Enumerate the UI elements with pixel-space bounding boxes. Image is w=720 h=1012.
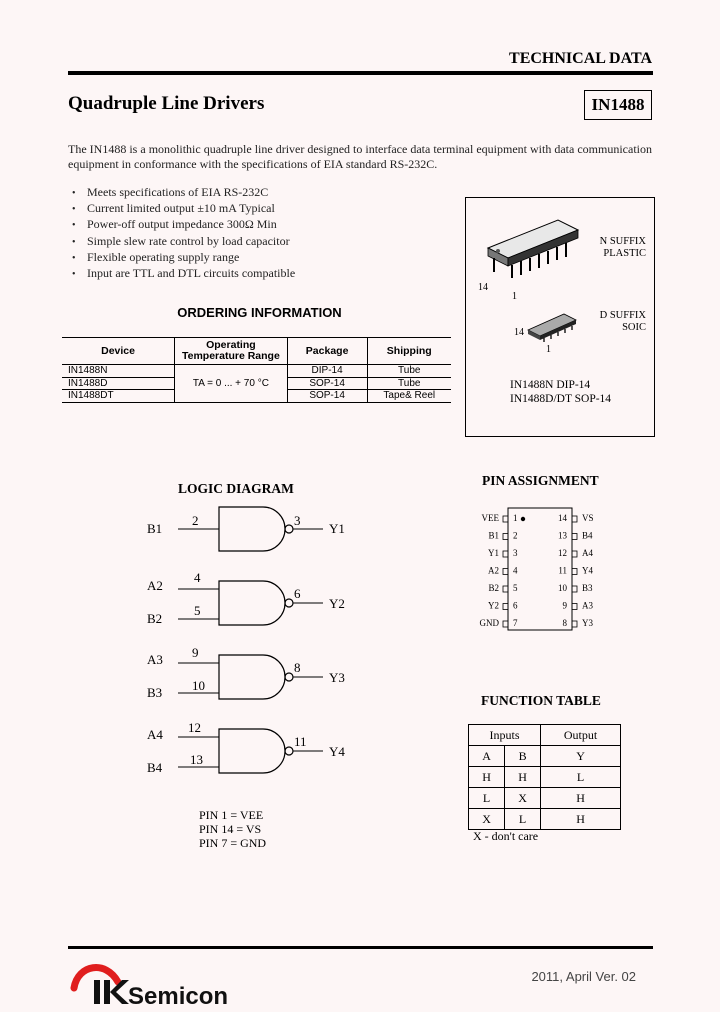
pin-number-label: 9 (562, 600, 567, 611)
header-a: A (469, 746, 505, 767)
pin-name-label: Y4 (582, 565, 593, 576)
soic-package-icon (528, 314, 576, 342)
pin-pad (503, 534, 508, 540)
ordering-title: ORDERING INFORMATION (177, 305, 342, 320)
n-suffix-label: N SUFFIX (599, 236, 646, 247)
pin-pad (503, 621, 508, 627)
doc-title: Quadruple Line Drivers (68, 93, 265, 114)
pin-name-label: VS (582, 513, 594, 524)
pin-name-label: Y1 (488, 548, 499, 559)
header-shipping: Shipping (367, 338, 451, 365)
pin-name-label: B1 (488, 530, 499, 541)
pin-pad (572, 516, 577, 522)
pin-number-label: 12 (558, 548, 567, 559)
pin-number-label: 6 (513, 600, 518, 611)
pin1-marker-icon (521, 517, 525, 521)
pin-pad (572, 551, 577, 557)
gate2-input-a-pin: 4 (194, 570, 201, 585)
gate1-output-label: Y1 (329, 521, 345, 536)
dont-care-note: X - don't care (473, 829, 539, 843)
pin-name-label: A2 (488, 565, 499, 576)
gate3-input-b-label: B3 (147, 685, 163, 700)
header-y: Y (541, 746, 621, 767)
cell: L (469, 788, 505, 809)
soic-pin-14-label: 14 (514, 327, 524, 338)
n-type-label: PLASTIC (603, 248, 646, 259)
pin-number-label: 1 (513, 513, 518, 524)
function-table-title: FUNCTION TABLE (481, 693, 601, 708)
pin-pad (503, 586, 508, 592)
gate4-output-pin: 11 (294, 734, 307, 749)
pin-pad (572, 534, 577, 540)
shipping-cell: Tube (367, 377, 451, 390)
pin-pad (503, 604, 508, 610)
pin-pad (503, 569, 508, 575)
pin-number-label: 2 (513, 530, 518, 541)
pin-number-label: 3 (513, 548, 518, 559)
ordering-table (62, 337, 451, 403)
package-cell: SOP-14 (287, 377, 367, 390)
table-row (62, 365, 451, 378)
gate4-input-b-pin: 13 (190, 752, 203, 767)
d-suffix-label: D SUFFIX (599, 310, 646, 321)
gate1-input-b-label: B1 (147, 521, 163, 536)
pin-name-label: Y3 (582, 618, 593, 629)
pin-note: PIN 7 = GND (199, 836, 267, 850)
header-b: B (505, 746, 541, 767)
logic-diagram-title: LOGIC DIAGRAM (178, 481, 294, 496)
pin-notes (199, 808, 266, 850)
header-package: Package (287, 338, 367, 365)
pin-assignment-diagram (470, 505, 620, 635)
d-type-label: SOIC (622, 322, 646, 333)
cell: H (541, 788, 621, 809)
soic-pin-1-label: 1 (546, 344, 551, 355)
header-temperature-line1: Operating (206, 339, 256, 351)
feature-item: • Flexible operating supply range (72, 250, 295, 266)
shipping-cell: Tape& Reel (367, 390, 451, 403)
cell: H (469, 767, 505, 788)
pin-assignment-title: PIN ASSIGNMENT (482, 473, 599, 488)
device-cell: IN1488N (62, 365, 175, 378)
pin-name-label: VEE (481, 513, 499, 524)
gate1-input-b-pin: 2 (192, 513, 199, 528)
cell: H (541, 809, 621, 830)
feature-item: • Meets specifications of EIA RS-232C (72, 185, 295, 201)
function-header-row (469, 746, 621, 767)
feature-item: • Simple slew rate control by load capacitor (72, 234, 295, 250)
footer-date: 2011, April Ver. 02 (531, 969, 636, 984)
part-number: IN1488 (584, 90, 652, 120)
pin-pad (572, 569, 577, 575)
pin-number-label: 7 (513, 618, 518, 629)
feature-item: • Current limited output ±10 mA Typical (72, 201, 295, 217)
gate3-input-a-pin: 9 (192, 645, 199, 660)
pin-number-label: 10 (558, 583, 567, 594)
dip-pin-14-label: 14 (478, 282, 488, 293)
pin-number-label: 11 (558, 565, 567, 576)
header-temperature (175, 338, 288, 365)
cell: L (505, 809, 541, 830)
gate2-output-pin: 6 (294, 586, 301, 601)
gate1-output-pin: 3 (294, 513, 301, 528)
package-cell: SOP-14 (287, 390, 367, 403)
gate2-input-b-pin: 5 (194, 603, 201, 618)
pin-pad (572, 621, 577, 627)
header-device: Device (62, 338, 175, 365)
table-row (469, 767, 621, 788)
pin-pad (503, 551, 508, 557)
header-title: TECHNICAL DATA (509, 50, 652, 67)
pin-name-label: A3 (582, 600, 593, 611)
pin-pad (572, 604, 577, 610)
feature-list (72, 185, 295, 282)
table-row (469, 788, 621, 809)
pin-name-label: A4 (582, 548, 593, 559)
pin-rows (480, 513, 594, 628)
device-cell: IN1488DT (62, 390, 175, 403)
pin-name-label: Y2 (488, 600, 499, 611)
footer-rule (68, 946, 653, 949)
pin-number-label: 8 (562, 618, 567, 629)
output-group-header: Output (541, 725, 621, 746)
cell: X (469, 809, 505, 830)
pin-name-label: B4 (582, 530, 593, 541)
pin-name-label: B2 (488, 583, 499, 594)
cell: L (541, 767, 621, 788)
package-drawing (466, 198, 654, 436)
package-box (465, 197, 655, 437)
function-table (468, 724, 621, 830)
inputs-group-header: Inputs (469, 725, 541, 746)
dip-pin-1-label: 1 (512, 291, 517, 302)
pin-note: PIN 14 = VS (199, 822, 262, 836)
gate4-input-b-label: B4 (147, 760, 163, 775)
pin-number-label: 5 (513, 583, 518, 594)
package-legend-line1: IN1488N DIP-14 (510, 379, 591, 391)
dip-package-icon (488, 220, 578, 278)
header-rule (68, 71, 653, 75)
gate3-output-pin: 8 (294, 660, 301, 675)
package-cell: DIP-14 (287, 365, 367, 378)
pin-number-label: 14 (558, 513, 567, 524)
gate3-input-b-pin: 10 (192, 678, 205, 693)
pin-note: PIN 1 = VEE (199, 808, 264, 822)
cell: H (505, 767, 541, 788)
logo-text: Semicon (128, 983, 229, 1008)
ik-logo-icon (70, 958, 260, 1008)
package-legend-line2: IN1488D/DT SOP-14 (510, 393, 612, 405)
pin-pad (503, 516, 508, 522)
pin-name-label: GND (479, 618, 499, 629)
pin-number-label: 13 (558, 530, 567, 541)
gate2-output-label: Y2 (329, 596, 345, 611)
gate3-output-label: Y3 (329, 670, 345, 685)
device-cell: IN1488D (62, 377, 175, 390)
gate4-input-a-label: A4 (147, 727, 163, 742)
gate4-output-label: Y4 (329, 744, 345, 759)
pin-pad (572, 586, 577, 592)
pin-number-label: 4 (513, 565, 518, 576)
feature-item: • Input are TTL and DTL circuits compatible (72, 266, 295, 282)
ordering-header-row (62, 338, 451, 365)
logic-diagram (140, 505, 360, 785)
intro-text: The IN1488 is a monolithic quadruple line driver designed to interface data terminal equipment with data communication equipment in conformance with the specifications of EIA standard RS-232C. (68, 142, 652, 171)
shipping-cell: Tube (367, 365, 451, 378)
header-temperature-line2: Temperature Range (181, 350, 280, 362)
cell: X (505, 788, 541, 809)
gate2-input-b-label: B2 (147, 611, 163, 626)
nand-gate-1 (178, 507, 323, 551)
temperature-cell: TA = 0 ... + 70 °C (175, 365, 288, 403)
table-row (469, 809, 621, 830)
company-logo (70, 958, 260, 1008)
gate4-input-a-pin: 12 (188, 720, 201, 735)
gate3-input-a-label: A3 (147, 652, 163, 667)
gate2-input-a-label: A2 (147, 578, 163, 593)
pin-name-label: B3 (582, 583, 593, 594)
function-group-row (469, 725, 621, 746)
feature-item: • Power-off output impedance 300Ω Min (72, 217, 295, 233)
